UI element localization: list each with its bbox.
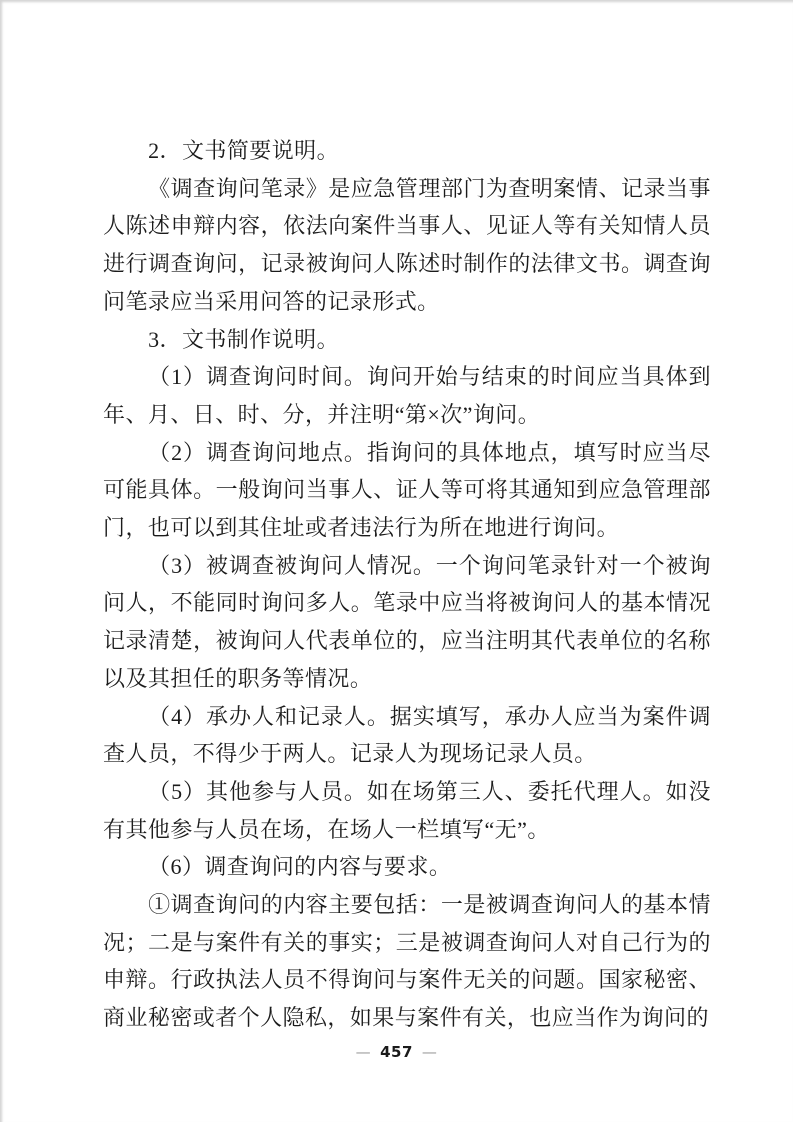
footer-dash-right: — [421, 1043, 438, 1061]
page-footer [0, 1043, 793, 1061]
para-doc-brief-description: 《调查询问笔录》是应急管理部门为查明案情、记录当事人陈述申辩内容，依法向案件当事人、见证人等有关知情人员进行调查询问，记录被询问人陈述时制作的法律文书。调查询问笔录应当采用问答的记录形式。 [103, 175, 711, 314]
footer-dash-left: — [355, 1043, 372, 1061]
heading-doc-brief-description: 2．文书简要说明。 [148, 138, 340, 163]
para-item-5-other-participants: （5）其他参与人员。如在场第三人、委托代理人。如没有其他参与人员在场，在场人一栏填写“无”。 [103, 778, 711, 842]
para-sub-1-inquiry-content-scope: ①调查询问的内容主要包括：一是被调查询问人的基本情况；二是与案件有关的事实；三是被调查询问人对自己行为的申辩。行政执法人员不得询问与案件无关的问题。国家秘密、商业秘密或者个人隐私，如果与案件有关，也应当作为询问的 [103, 892, 711, 1031]
heading-doc-preparation-notes: 3．文书制作说明。 [148, 326, 340, 352]
page-body [103, 132, 711, 1037]
para-item-2-inquiry-location: （2）调查询问地点。指询问的具体地点，填写时应当尽可能具体。一般询问当事人、证人等可将其通知到应急管理部门，也可以到其住址或者违法行为所在地进行询问。 [103, 439, 711, 541]
para-item-1-inquiry-time: （1）调查询问时间。询问开始与结束的时间应当具体到年、月、日、时、分，并注明“第×次”询问。 [103, 364, 711, 427]
page-number: 457 [380, 1043, 413, 1061]
para-item-6-content-requirements: （6）调查询问的内容与要求。 [148, 854, 452, 880]
para-item-3-interviewee-info: （3）被调查被询问人情况。一个询问笔录针对一个被询问人，不能同时询问多人。笔录中应当将被询问人的基本情况记录清楚，被询问人代表单位的，应当注明其代表单位的名称以及其担任的职务等情况。 [103, 552, 711, 691]
para-item-4-handler-recorder: （4）承办人和记录人。据实填写，承办人应当为案件调查人员，不得少于两人。记录人为现场记录人员。 [103, 703, 711, 767]
